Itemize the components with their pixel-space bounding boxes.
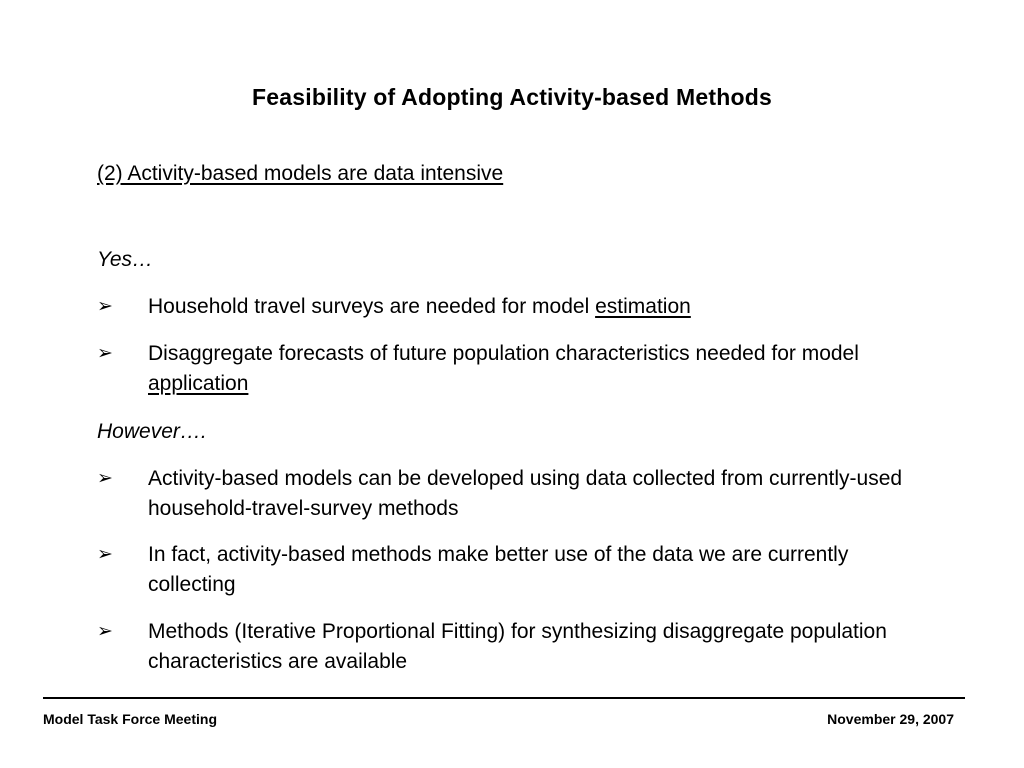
however-bullet-1-text: Activity-based models can be developed using data collected from currently-used household-travel-survey methods <box>148 467 903 520</box>
footer-divider <box>43 697 965 699</box>
yes-bullet-2-text: Disaggregate forecasts of future population characteristics needed for model <box>148 342 859 365</box>
however-label: However…. <box>97 420 207 443</box>
slide-subtitle: (2) Activity-based models are data intensive <box>97 162 504 185</box>
arrow-bullet-icon: ➢ <box>97 621 113 642</box>
however-bullet-2-text: In fact, activity-based methods make better use of the data we are currently collecting <box>148 543 849 596</box>
arrow-bullet-icon: ➢ <box>97 544 113 565</box>
footer-date: November 29, 2007 <box>827 711 954 727</box>
yes-bullet-2-emphasis: application <box>148 372 249 395</box>
however-bullet-3-text: Methods (Iterative Proportional Fitting) for synthesizing disaggregate population characteristics are available <box>148 620 887 673</box>
footer-event: Model Task Force Meeting <box>43 711 217 727</box>
yes-bullet-1-text: Household travel surveys are needed for model <box>148 295 596 318</box>
yes-label: Yes… <box>97 248 154 271</box>
arrow-bullet-icon: ➢ <box>97 296 113 317</box>
slide-title: Feasibility of Adopting Activity-based Methods <box>252 84 772 110</box>
arrow-bullet-icon: ➢ <box>97 468 113 489</box>
yes-bullet-1-emphasis: estimation <box>595 295 691 318</box>
arrow-bullet-icon: ➢ <box>97 343 113 364</box>
